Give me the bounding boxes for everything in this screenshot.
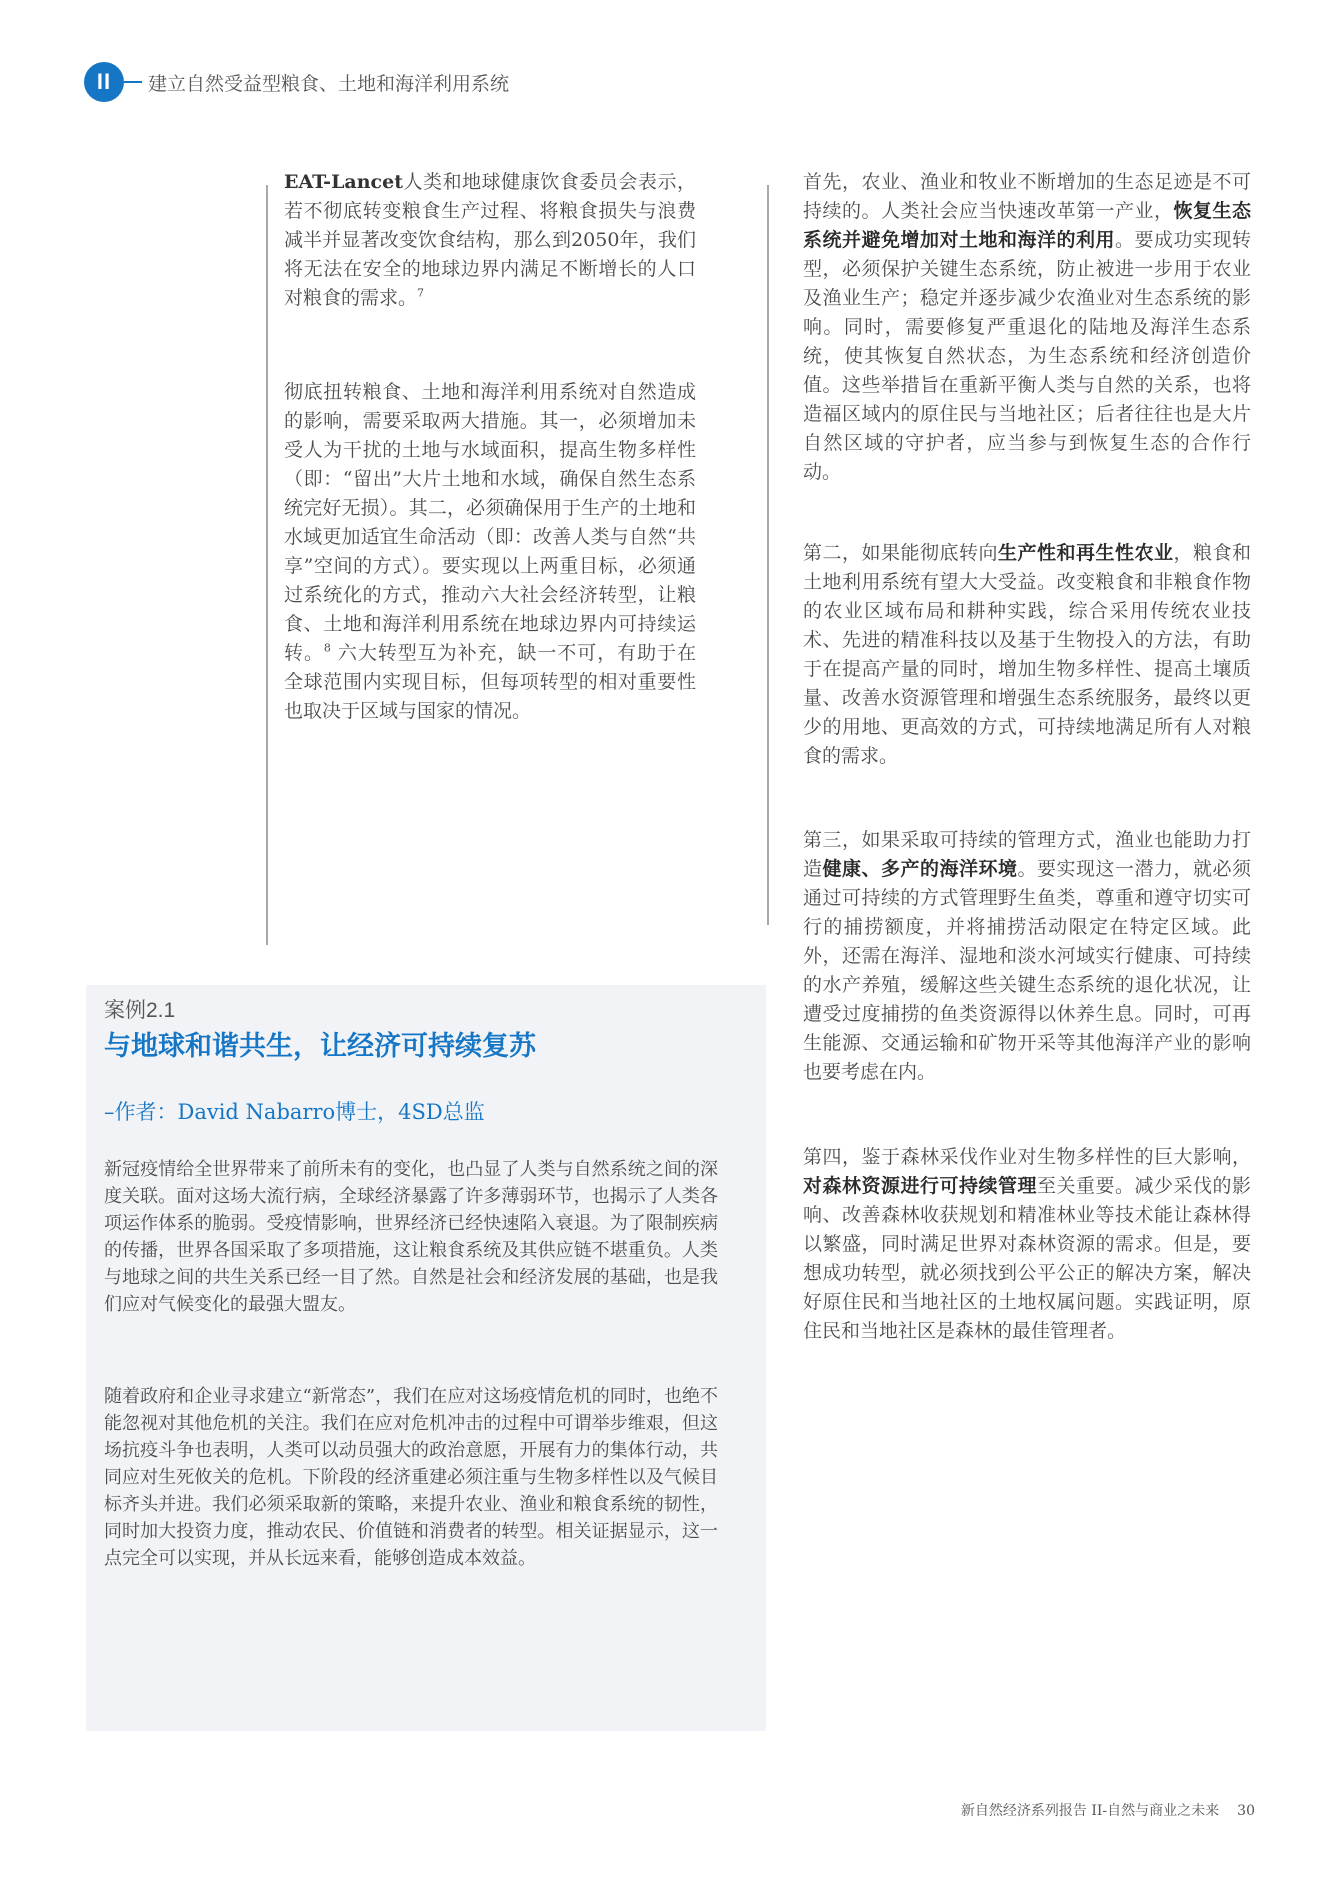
page-footer bbox=[961, 1800, 1255, 1820]
case-study-author: –作者：David Nabarro博士，4SD总监 bbox=[104, 1100, 485, 1124]
highlight-text: 生产性和再生性农业 bbox=[997, 542, 1174, 564]
page-number: 30 bbox=[1237, 1803, 1255, 1819]
case-study-paragraph-1: 新冠疫情给全世界带来了前所未有的变化，也凸显了人类与自然系统之间的深度关联。面对这场大流行病，全球经济暴露了许多薄弱环节，也揭示了人类各项运作体系的脆弱。受疫情影响，世界经济已经快速陷入衰退。为了限制疾病的传播，世界各国采取了多项措施，这让粮食系统及其供应链不堪重负。人类与地球之间的共生关系已经一目了然。自然是社会和经济发展的基础，也是我们应对气候变化的最强大盟友。 bbox=[104, 1159, 718, 1315]
left-paragraph-2: 彻底扭转粮食、土地和海洋利用系统对自然造成的影响，需要采取两大措施。其一，必须增加未受人为干扰的土地与水域面积，提高生物多样性（即：“留出”大片土地和水域，确保自然生态系统完好无损）。其二，必须确保用于生产的土地和水域更加适宜生命活动（即：改善人类与自然“共享”空间的方式）。要实现以上两重目标，必须通过系统化的方式，推动六大社会经济转型，让粮食、土地和海洋利用系统在地球边界内可持续运转。$^8$ 六大转型互为补充，缺一不可，有助于在全球范围内实现目标，但每项转型的相对重要性也取决于区域与国家的情况。 bbox=[284, 381, 696, 722]
case-study-label: 案例2.1 bbox=[104, 999, 176, 1022]
footnote-ref: 8 bbox=[323, 641, 331, 655]
footnote-ref: 7 bbox=[417, 286, 425, 300]
case-study-paragraph-2: 随着政府和企业寻求建立“新常态”，我们在应对这场疫情危机的同时，也绝不能忽视对其他危机的关注。我们在应对危机冲击的过程中可谓举步维艰，但这场抗疫斗争也表明，人类可以动员强大的政治意愿，开展有力的集体行动，共同应对生死攸关的危机。下阶段的经济重建必须注重与生物多样性以及气候目标齐头并进。我们必须采取新的策略，来提升农业、渔业和粮食系统的韧性，同时加大投资力度，推动农民、价值链和消费者的转型。相关证据显示，这一点完全可以实现，并从长远来看，能够创造成本效益。 bbox=[104, 1386, 718, 1569]
eat-lancet-lead: EAT-Lancet bbox=[284, 171, 403, 193]
highlight-text: 对森林资源进行可持续管理 bbox=[803, 1175, 1037, 1197]
report-name: 新自然经济系列报告 II-自然与商业之未来 bbox=[960, 1803, 1220, 1819]
chapter-title: 建立自然受益型粮食、土地和海洋利用系统 bbox=[148, 72, 510, 95]
right-paragraph-2: 第二，如果能彻底转向生产性和再生性农业，粮食和土地利用系统有望大大受益。改变粮食和非粮食作物的农业区域布局和耕种实践，综合采用传统农业技术、先进的精准科技以及基于生物投入的方法，有助于在提高产量的同时，增加生物多样性、提高土壤质量、改善水资源管理和增强生态系统服务，最终以更少的用地、更高效的方式，可持续地满足所有人对粮食的需求。 bbox=[803, 542, 1251, 767]
left-column-rule bbox=[266, 185, 268, 945]
highlight-text: 恢复生态系统并避免增加对土地和海洋的利用 bbox=[803, 200, 1251, 251]
header-connector bbox=[124, 81, 142, 83]
case-study-title: 与地球和谐共生，让经济可持续复苏 bbox=[104, 1031, 536, 1062]
left-paragraph-1: EAT-Lancet人类和地球健康饮食委员会表示，若不彻底转变粮食生产过程、将粮食损失与浪费减半并显著改变饮食结构，那么到2050年，我们将无法在安全的地球边界内满足不断增长的人口对粮食的需求。$^7$ bbox=[284, 171, 696, 309]
right-paragraph-3: 第三，如果采取可持续的管理方式，渔业也能助力打造健康、多产的海洋环境。要实现这一潜力，就必须通过可持续的方式管理野生鱼类，尊重和遵守切实可行的捕捞额度，并将捕捞活动限定在特定区域。此外，还需在海洋、湿地和淡水河域实行健康、可持续的水产养殖，缓解这些关键生态系统的退化状况，让遭受过度捕捞的鱼类资源得以休养生息。同时，可再生能源、交通运输和矿物开采等其他海洋产业的影响也要考虑在内。 bbox=[803, 829, 1251, 1083]
highlight-text: 健康、多产的海洋环境 bbox=[822, 858, 1018, 880]
chapter-badge: II bbox=[84, 62, 124, 102]
right-paragraph-1: 首先，农业、渔业和牧业不断增加的生态足迹是不可持续的。人类社会应当快速改革第一产业，恢复生态系统并避免增加对土地和海洋的利用。要成功实现转型，必须保护关键生态系统，防止被进一步用于农业及渔业生产；稳定并逐步减少农渔业对生态系统的影响。同时，需要修复严重退化的陆地及海洋生态系统，使其恢复自然状态，为生态系统和经济创造价值。这些举措旨在重新平衡人类与自然的关系，也将造福区域内的原住民与当地社区；后者往往也是大片自然区域的守护者，应当参与到恢复生态的合作行动。 bbox=[803, 171, 1251, 483]
right-paragraph-4: 第四，鉴于森林采伐作业对生物多样性的巨大影响，对森林资源进行可持续管理至关重要。减少采伐的影响、改善森林收获规划和精准林业等技术能让森林得以繁盛，同时满足世界对森林资源的需求。但是，要想成功转型，就必须找到公平公正的解决方案，解决好原住民和当地社区的土地权属问题。实践证明，原住民和当地社区是森林的最佳管理者。 bbox=[803, 1146, 1251, 1342]
middle-column-rule bbox=[767, 185, 769, 925]
page-header bbox=[84, 62, 509, 102]
